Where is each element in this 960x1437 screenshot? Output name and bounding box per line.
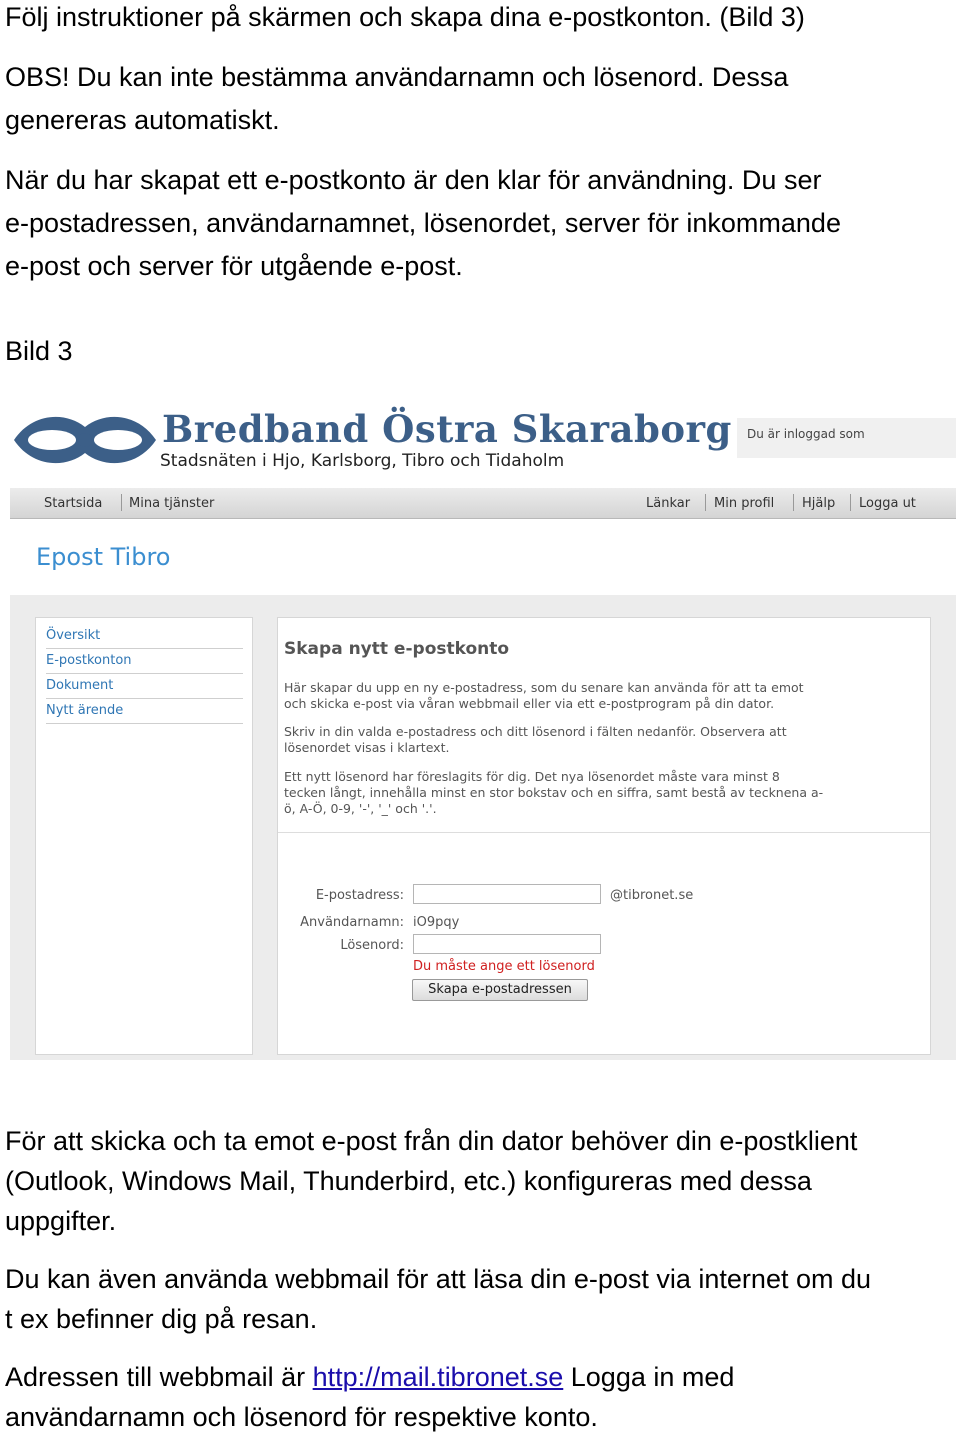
password-input[interactable] bbox=[413, 934, 601, 954]
create-email-button[interactable]: Skapa e-postadressen bbox=[412, 979, 588, 1001]
address-suffix: Logga in med bbox=[563, 1362, 735, 1392]
password-label: Lösenord: bbox=[340, 938, 404, 953]
form-title: Skapa nytt e-postkonto bbox=[284, 639, 510, 659]
login-status-box bbox=[737, 418, 956, 458]
form-intro-line1: Här skapar du upp en ny e-postadress, som du senare kan använda för att ta emot bbox=[284, 680, 804, 695]
nav-mina-tjanster[interactable]: Mina tjänster bbox=[129, 496, 215, 511]
intro-ready-line1: När du har skapat ett e-postkonto är den klar för användning. Du ser bbox=[5, 165, 822, 195]
nav-separator bbox=[850, 494, 851, 511]
nav-startsida[interactable]: Startsida bbox=[44, 496, 103, 511]
email-label: E-postadress: bbox=[315, 888, 404, 903]
username-value: iO9pqy bbox=[413, 915, 460, 930]
page-heading: Epost Tibro bbox=[36, 543, 171, 571]
outro-client-line2: (Outlook, Windows Mail, Thunderbird, etc.) konfigureras med dessa bbox=[5, 1166, 812, 1196]
webmail-link[interactable]: http://mail.tibronet.se bbox=[312, 1362, 564, 1392]
outro-address-line1 bbox=[5, 1357, 734, 1397]
form-password-rules-line1: Ett nytt lösenord har föreslagits för dig. Det nya lösenordet måste vara minst 8 bbox=[284, 769, 780, 784]
address-prefix: Adressen till webbmail är bbox=[5, 1362, 313, 1392]
nav-separator bbox=[121, 494, 122, 511]
nav-min-profil[interactable]: Min profil bbox=[714, 496, 775, 511]
login-status: Du är inloggad som bbox=[747, 427, 865, 441]
username-label: Användarnamn: bbox=[300, 915, 404, 930]
email-domain-suffix: @tibronet.se bbox=[610, 888, 694, 903]
sidebar-item-dokument[interactable]: Dokument bbox=[46, 674, 243, 699]
sidebar-item-e-postkonton[interactable]: E-postkonton bbox=[46, 649, 243, 674]
form-instructions-line1: Skriv in din valda e-postadress och ditt lösenord i fälten nedanför. Observera att bbox=[284, 724, 787, 739]
intro-ready-line2: e-postadressen, användarnamnet, lösenordet, server för inkommande bbox=[5, 208, 841, 238]
sidebar-item-nytt-arende[interactable]: Nytt ärende bbox=[46, 699, 243, 724]
embedded-screenshot bbox=[10, 395, 956, 1060]
outro-client-line1: För att skicka och ta emot e-post från din dator behöver din e-postklient bbox=[5, 1126, 858, 1156]
outro-client-line3: uppgifter. bbox=[5, 1206, 117, 1236]
content-panel bbox=[10, 595, 956, 1060]
sidebar-item-oversikt[interactable]: Översikt bbox=[46, 624, 243, 649]
intro-obs-line1: OBS! Du kan inte bestämma användarnamn och lösenord. Dessa bbox=[5, 62, 789, 92]
nav-logga-ut[interactable]: Logga ut bbox=[859, 496, 916, 511]
nav-lankar[interactable]: Länkar bbox=[646, 496, 691, 511]
form-intro-line2: och skicka e-post via våran webbmail eller via ett e-postprogram på din dator. bbox=[284, 696, 775, 711]
intro-obs-line2: genereras automatiskt. bbox=[5, 105, 280, 135]
form-password-rules-line2: tecken långt, innehålla minst en stor bokstav och en siffra, samt bestå av tecknena a- bbox=[284, 785, 824, 800]
brand-title: Bredband Östra Skaraborg bbox=[162, 407, 732, 451]
outro-address-line2: användarnamn och lösenord för respektive konto. bbox=[5, 1402, 598, 1432]
form-divider bbox=[278, 832, 930, 833]
create-account-form bbox=[277, 617, 931, 1055]
nav-separator bbox=[705, 494, 706, 511]
nav-hjalp[interactable]: Hjälp bbox=[802, 496, 836, 511]
form-instructions-line2: lösenordet visas i klartext. bbox=[284, 740, 450, 755]
outro-webmail-line2: t ex befinner dig på resan. bbox=[5, 1304, 318, 1334]
outro-webmail-line1: Du kan även använda webbmail för att läsa din e-post via internet om du bbox=[5, 1264, 872, 1294]
nav-separator bbox=[793, 494, 794, 511]
password-error-message: Du måste ange ett lösenord bbox=[413, 959, 595, 974]
sidebar bbox=[35, 617, 253, 1055]
top-navigation bbox=[10, 488, 956, 519]
intro-ready-line3: e-post och server för utgående e-post. bbox=[5, 251, 463, 281]
bredband-ostra-skaraborg-logo-icon bbox=[10, 405, 160, 475]
brand-subtitle: Stadsnäten i Hjo, Karlsborg, Tibro och Tidaholm bbox=[160, 451, 565, 471]
figure-label: Bild 3 bbox=[5, 336, 73, 366]
form-password-rules-line3: ö, A-Ö, 0-9, '-', '_' och '.'. bbox=[284, 801, 437, 816]
intro-instruction: Följ instruktioner på skärmen och skapa dina e-postkonton. (Bild 3) bbox=[5, 2, 805, 32]
email-input[interactable] bbox=[413, 884, 601, 904]
